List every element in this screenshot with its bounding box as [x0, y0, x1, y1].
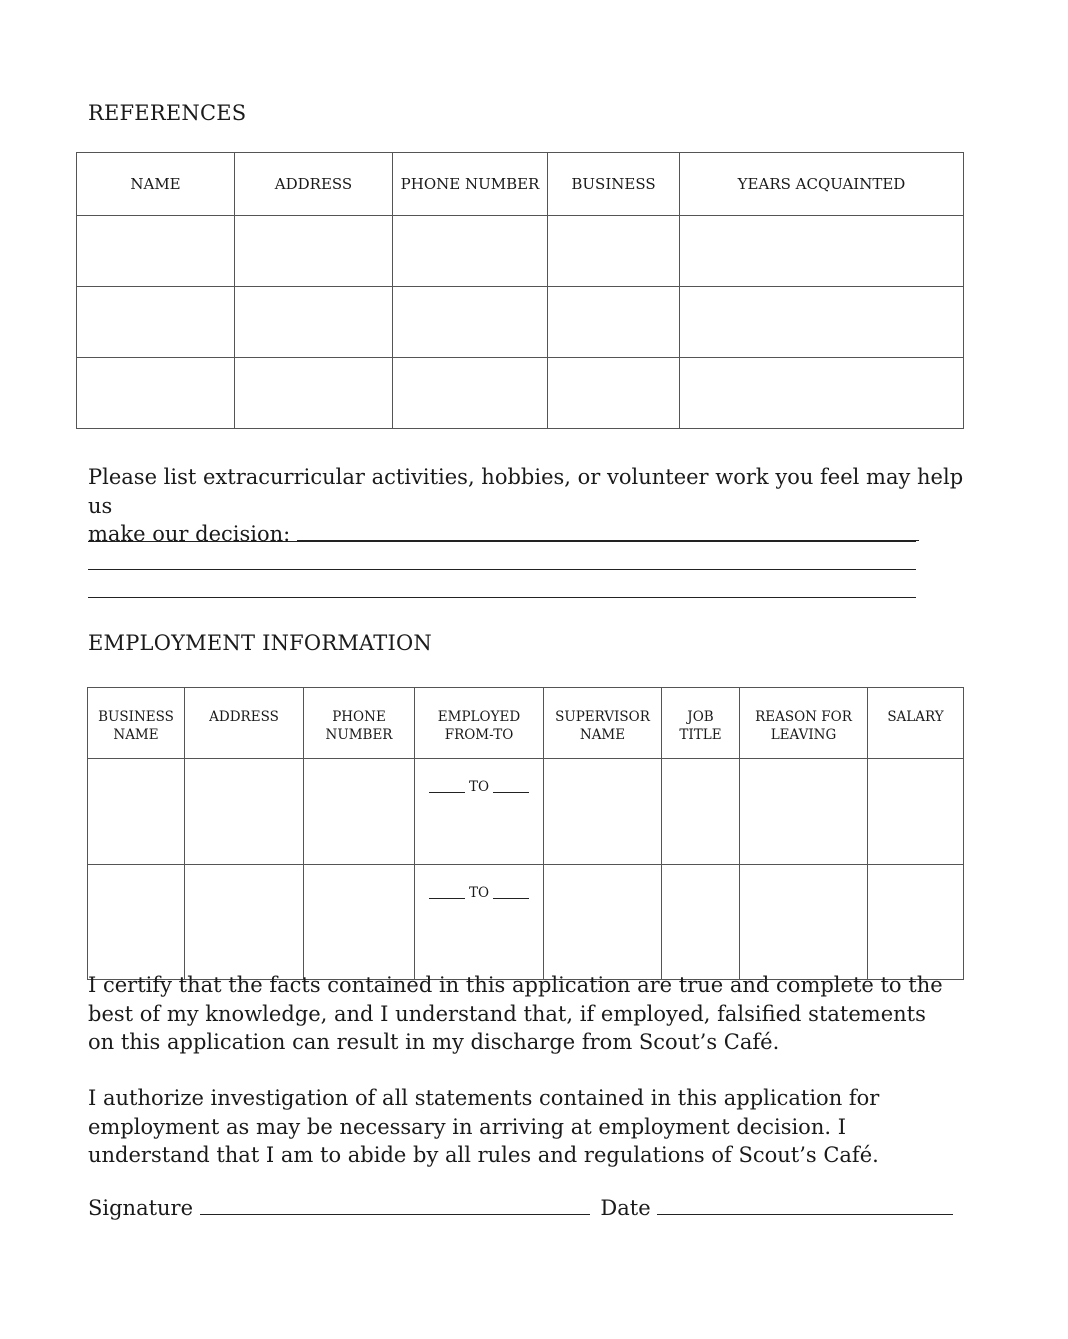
activities-answer-line[interactable]: [88, 569, 916, 570]
emp-cell[interactable]: [868, 865, 964, 980]
emp-cell[interactable]: [662, 759, 740, 865]
emp-cell[interactable]: [88, 759, 185, 865]
ref-col-name: NAME: [77, 153, 235, 216]
activities-prompt-line2: make our decision:: [88, 522, 291, 546]
emp-cell[interactable]: [88, 865, 185, 980]
activities-answer-line[interactable]: [88, 541, 916, 542]
ref-cell[interactable]: [548, 287, 680, 358]
emp-cell[interactable]: [544, 865, 662, 980]
ref-cell[interactable]: [680, 358, 964, 429]
emp-col-reason-for-leaving: REASON FOR LEAVING: [740, 688, 868, 759]
emp-col-employed-from-to: EMPLOYED FROM-TO: [415, 688, 544, 759]
emp-cell[interactable]: [740, 865, 868, 980]
emp-col-address: ADDRESS: [185, 688, 304, 759]
to-label: TO: [468, 779, 490, 795]
ref-cell[interactable]: [393, 287, 548, 358]
ref-cell[interactable]: [235, 358, 393, 429]
emp-cell[interactable]: [185, 759, 304, 865]
to-label: TO: [468, 885, 490, 901]
emp-col-business-name: BUSINESS NAME: [88, 688, 185, 759]
ref-cell[interactable]: [393, 358, 548, 429]
signature-row: [88, 1196, 953, 1220]
employment-table: [87, 687, 964, 980]
ref-cell[interactable]: [548, 216, 680, 287]
ref-col-phone: PHONE NUMBER: [393, 153, 548, 216]
references-header-row: [77, 153, 964, 216]
ref-col-business: BUSINESS: [548, 153, 680, 216]
table-row: [88, 865, 964, 980]
signature-field[interactable]: [200, 1214, 590, 1215]
emp-cell[interactable]: [740, 759, 868, 865]
employment-header-row: [88, 688, 964, 759]
authorize-statement: I authorize investigation of all statements contained in this application for employment as may be necessary in arriving at employment decision. I understand that I am to abide by all rules and regulations of Scout’s Café.: [88, 1086, 880, 1167]
ref-cell[interactable]: [235, 216, 393, 287]
employment-title: EMPLOYMENT INFORMATION: [88, 631, 432, 655]
emp-cell[interactable]: [185, 865, 304, 980]
ref-cell[interactable]: [680, 216, 964, 287]
emp-cell[interactable]: [868, 759, 964, 865]
certify-statement: I certify that the facts contained in this application are true and complete to the best of my knowledge, and I understand that, if employed, falsified statements on this application can result in my discharge from Scout’s Café.: [88, 973, 943, 1054]
table-row: [77, 216, 964, 287]
emp-cell[interactable]: [544, 759, 662, 865]
ref-col-address: ADDRESS: [235, 153, 393, 216]
ref-col-years: YEARS ACQUAINTED: [680, 153, 964, 216]
activities-prompt: [88, 463, 968, 549]
ref-cell[interactable]: [77, 287, 235, 358]
signature-label: Signature: [88, 1196, 194, 1220]
table-row: [77, 358, 964, 429]
emp-col-salary: SALARY: [868, 688, 964, 759]
emp-cell[interactable]: [304, 865, 415, 980]
ref-cell[interactable]: [680, 287, 964, 358]
emp-col-phone-number: PHONE NUMBER: [304, 688, 415, 759]
date-field[interactable]: [657, 1214, 953, 1215]
emp-cell[interactable]: [304, 759, 415, 865]
ref-cell[interactable]: [235, 287, 393, 358]
references-title: REFERENCES: [88, 101, 247, 125]
emp-dates-cell[interactable]: [415, 759, 544, 865]
activities-answer-line[interactable]: [88, 597, 916, 598]
date-label: Date: [600, 1196, 651, 1220]
ref-cell[interactable]: [393, 216, 548, 287]
ref-cell[interactable]: [77, 358, 235, 429]
references-table: [76, 152, 964, 429]
emp-cell[interactable]: [662, 865, 740, 980]
emp-col-supervisor-name: SUPERVISOR NAME: [544, 688, 662, 759]
ref-cell[interactable]: [77, 216, 235, 287]
emp-col-job-title: JOB TITLE: [662, 688, 740, 759]
emp-dates-cell[interactable]: [415, 865, 544, 980]
ref-cell[interactable]: [548, 358, 680, 429]
table-row: [77, 287, 964, 358]
activities-prompt-line1: Please list extracurricular activities, hobbies, or volunteer work you feel may help us: [88, 465, 964, 518]
table-row: [88, 759, 964, 865]
